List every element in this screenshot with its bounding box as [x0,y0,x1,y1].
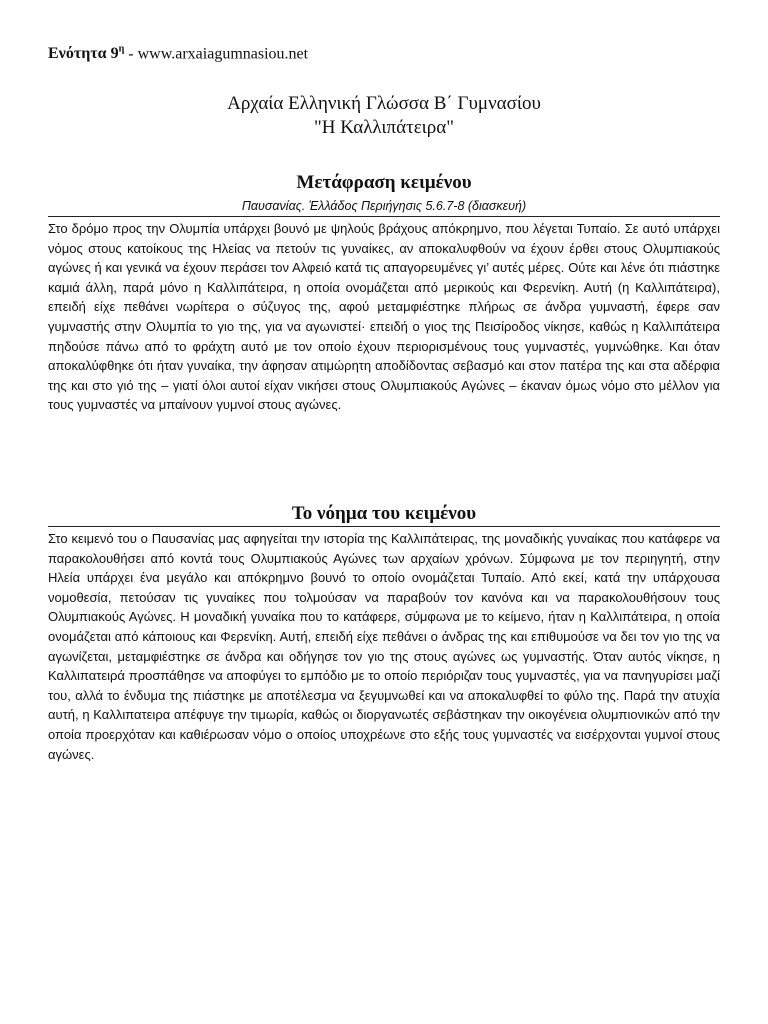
translation-source: Παυσανίας. Ἑλλάδος Περιήγησις 5.6.7-8 (διασκευή) [241,199,527,213]
course-title: Αρχαία Ελληνική Γλώσσα Β΄ Γυμνασίου [227,93,541,114]
lesson-title: "Η Καλλιπάτειρα" [314,117,454,138]
translation-divider [48,216,720,217]
unit-label: Ενότητα $9^\eta$ [48,44,125,63]
meaning-divider [48,526,720,527]
meaning-text: Στο κειμενό του ο Παυσανίας μας αφηγείται την ιστορία της Καλλιπάτειρας, της μοναδικής γυναίκας που κατάφερε να παρακολουθήσει από κοντά τους Ολυμπιακούς Αγώνες των αρχαίων χρόνων. Σύμφωνα με τον περιηγητή, στην Ηλεία υπάρχει ένα μεγάλο και απόκρημνο βουνό το οποίο ονομάζεται Τυπαίο. Από εκεί, κατά την υπάρχουσα νομοθεσία, πετούσαν τις γυναίκες που τολμούσαν να παραβούν τον κανόνα και να παρακολουθήσουν τους Ολυμπιακούς Αγώνες. Η μοναδική γυναίκα που το κατάφερε, σύμφωνα με το κείμενο, ήταν η Καλλιπάτειρα, η οποία ονομάζεται από κάποιους και Φερενίκη. Αυτή, επειδή είχε πεθάνει ο άνδρας της και επιθυμούσε να δει τον γιο της να αγωνίζεται, μεταμφιέστηκε σε άνδρα και οδήγησε τον γιο της στους αγώνες ως γυμναστής. Όταν αυτός νίκησε, η Καλλιπατειρά προσπάθησε να αποφύγει το εμπόδιο με το οποίο περιόριζαν τους γυμναστές, για να πανηγυρίσει μαζί του, αλλά το ένδυμα της πιάστηκε με αποτέλεσμα να ξεγυμνωθεί και να αποκαλυφθεί το φύλο της. Παρά την ατυχία αυτή, η Καλλιπατειρα απέφυγε την τιμωρία, καθώς οι διοργανωτές σεβάστηκαν την οικογένεια ολυμπιονικών από την οποία προερχόταν και καθιέρωσαν νόμο ο οποίος υποχρέωνε στο εξής τους γυμναστές να εισέρχονται γυμνοί στους αγώνες. [48,531,720,762]
meaning-heading: Το νόημα του κειμένου [291,503,477,524]
translation-heading: Μετάφραση κειμένου [296,172,472,193]
document-titles [48,92,720,140]
site-url: - www.arxaiagumnasiou.net [124,45,309,63]
unit-superscript: η [118,44,125,55]
page-header [48,44,308,63]
translation-text: Στο δρόμο προς την Ολυμπία υπάρχει βουνό με ψηλούς βράχους απόκρημνο, που λέγεται Τυπαίο. Σε αυτό υπάρχει νόμος στους κατοίκους της Ηλείας να πετούν τις γυναίκες, αν αποκαλυφθούν να έχουν έρθει στους Ολυμπιακούς αγώνες ή και γενικά να έχουν περάσει τον Αλφειό κατά τις απαγορευμένες γι’ αυτές μέρες. Ούτε και λένε ότι πιάστηκε καμιά άλλη, παρά μόνο η Καλλιπάτειρα, η οποία ονομάζεται από μερικούς και Φερενίκη. Αυτή (η Καλλιπάτειρα), επειδή είχε πεθάνει νωρίτερα ο σύζυγος της, αφού μεταμφιέστηκε πλήρως σε άνδρα γυμναστή, έφερε σαν γυμναστής στην Ολυμπία το γιο της, για να αγωνιστεί· επειδή ο γιος της Πεισίροδος νίκησε, καθώς η Καλλιπάτειρα πηδούσε πάνω από το φράχτη αυτό με τον οποίο έχουν περιορισμένους τους γυμναστές, γυμνώθηκε. Και όταν αποκαλύφθηκε ότι ήταν γυναίκα, την άφησαν ατιμώρητη αποδίδοντας σεβασμό και στον πατέρα της και στα αδέρφια της και στο γιό της – γιατί όλοι αυτοί είχαν νικήσει στους Ολυμπιακούς Αγώνες – έκαναν όμως νόμο στο μέλλον για τους γυμναστές να μπαίνουν γυμνοί στους αγώνες. [48,221,720,413]
